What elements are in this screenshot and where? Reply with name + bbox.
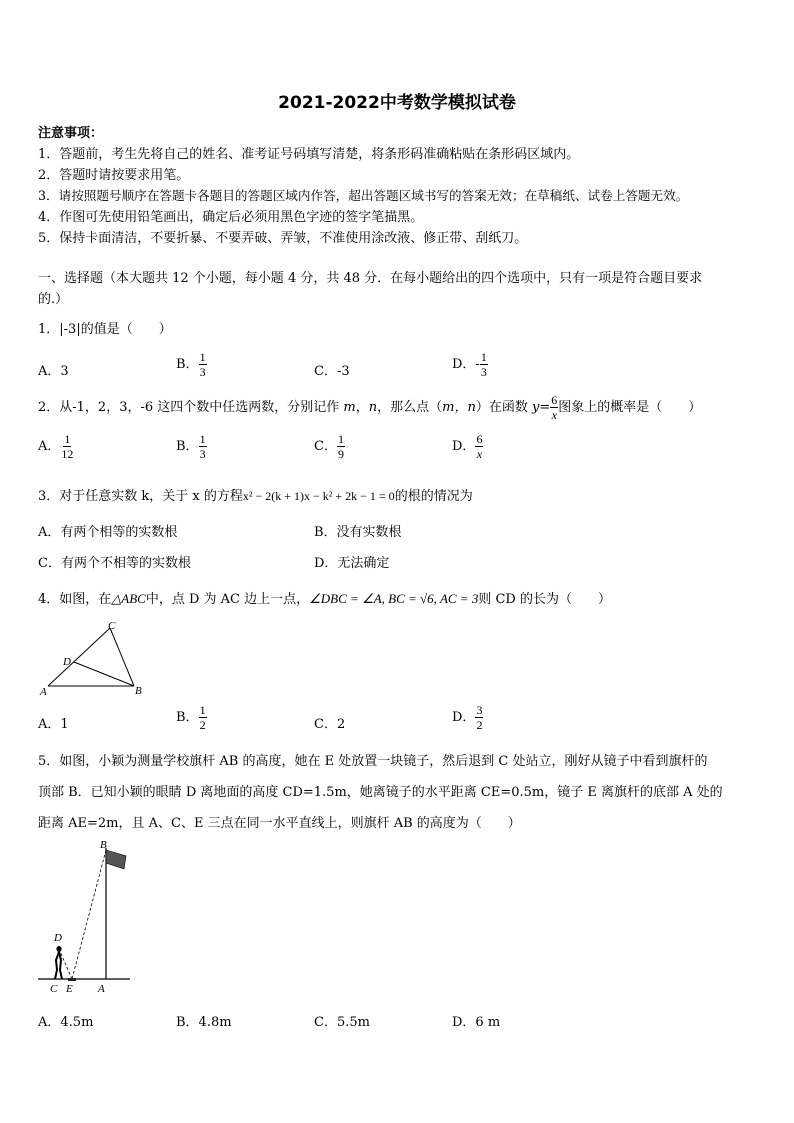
q5-label-a: A bbox=[98, 983, 105, 995]
q4-stem-post: 则 CD 的长为（ ） bbox=[478, 592, 611, 607]
q4-d-label: D． bbox=[452, 710, 476, 725]
q1-option-b bbox=[176, 350, 207, 379]
q3-stem-post: 的根的情况为 bbox=[394, 489, 473, 504]
q2-b-den: 3 bbox=[199, 447, 206, 461]
q2-a-den: 12 bbox=[61, 447, 74, 461]
q3-option-a: A．有两个相等的实数根 bbox=[38, 525, 178, 540]
q5-reflect-line-be bbox=[72, 850, 106, 979]
q2-a-fraction bbox=[60, 432, 74, 461]
q2-fn-num: 6 bbox=[551, 393, 558, 407]
q5-option-c: C．5.5m bbox=[314, 1015, 370, 1030]
q5-flag bbox=[106, 850, 126, 869]
q5-label-b: B bbox=[100, 839, 107, 851]
q4-label-b: B bbox=[135, 685, 142, 697]
q4-label-c: C bbox=[108, 620, 116, 632]
q1-option-c: C．-3 bbox=[314, 364, 350, 379]
q3-option-c: C．有两个不相等的实数根 bbox=[38, 556, 191, 571]
q5-line2: 顶部 B．已知小颖的眼睛 D 离地面的高度 CD=1.5m，她离镜子的水平距离 CE=0.5m，镜子 E 离旗杆的底部 A 处的 bbox=[38, 785, 723, 800]
q1-d-fraction bbox=[480, 350, 488, 379]
q3-option-d: D．无法确定 bbox=[314, 556, 390, 571]
q1-option-a: A．3 bbox=[38, 364, 69, 379]
q2-option-d bbox=[452, 432, 483, 461]
q1-d-label: D．- bbox=[452, 357, 480, 372]
q4-stem bbox=[38, 588, 611, 607]
q4-stem-mid: 中，点 D 为 AC 边上一点， bbox=[145, 592, 310, 607]
q2-d-den: x bbox=[476, 447, 483, 461]
q2-b-fraction bbox=[199, 432, 207, 461]
q2-stem-mid2: ）在函数 bbox=[475, 400, 532, 415]
q2-option-b bbox=[176, 432, 207, 461]
q2-b-label: B． bbox=[176, 439, 199, 454]
q5-person-body bbox=[55, 952, 62, 979]
q4-stem-pre: 4．如图，在 bbox=[38, 592, 112, 607]
notes-title: 注意事项： bbox=[38, 126, 104, 141]
q2-option-c bbox=[314, 432, 345, 461]
q2-n: n bbox=[368, 400, 378, 415]
q4-b-label: B． bbox=[176, 710, 199, 725]
section-heading-line1: 一、选择题（本大题共 12 个小题，每小题 4 分，共 48 分．在每小题给出的四个选项中，只有一项是符合题目要求 bbox=[38, 271, 703, 286]
q4-option-d bbox=[452, 703, 483, 732]
q3-stem-pre: 3．对于任意实数 k，关于 x 的方程 bbox=[38, 489, 243, 504]
q2-option-a bbox=[38, 432, 74, 461]
note-3: 3．请按照题号顺序在答题卡各题目的答题区域内作答，超出答题区域书写的答案无效；在草稿纸、试卷上答题无效。 bbox=[38, 188, 689, 203]
q4-option-c: C．2 bbox=[314, 717, 346, 732]
q4-edge-ac bbox=[48, 628, 110, 686]
note-4: 4．作图可先使用铅笔画出，确定后必须用黑色字迹的签字笔描黑。 bbox=[38, 210, 424, 225]
page-title: 2021-2022中考数学模拟试卷 bbox=[278, 93, 516, 113]
q2-fn-den: x bbox=[551, 408, 557, 422]
q4-b-num: 1 bbox=[199, 703, 206, 717]
q5-flagpole-figure bbox=[38, 836, 138, 996]
q2-stem bbox=[38, 393, 701, 422]
q2-c-label: C． bbox=[314, 439, 337, 454]
q4-d-fraction bbox=[475, 703, 483, 732]
q4-edge-db bbox=[74, 662, 134, 686]
q2-c-den: 9 bbox=[337, 447, 344, 461]
q5-option-d: D．6 m bbox=[452, 1015, 501, 1030]
q5-label-c: C bbox=[50, 983, 58, 995]
q1-stem: 1．|-3|的值是（ ） bbox=[38, 322, 172, 337]
q4-b-den: 2 bbox=[199, 718, 206, 732]
q2-stem-mid: ，那么点（ bbox=[377, 400, 443, 415]
q4-d-den: 2 bbox=[476, 718, 483, 732]
q2-comma: ， bbox=[355, 400, 369, 415]
q4-option-b bbox=[176, 703, 207, 732]
q2-d-num: 6 bbox=[476, 432, 483, 446]
q4-d-num: 3 bbox=[476, 703, 483, 717]
q2-stem-pre: 2．从-1，2，3，-6 这四个数中任选两数，分别记作 bbox=[38, 400, 344, 415]
q4-b-fraction bbox=[199, 703, 207, 732]
q2-a-label: A． bbox=[38, 439, 61, 454]
q2-d-label: D． bbox=[452, 439, 476, 454]
q4-label-a: A bbox=[40, 686, 47, 698]
q4-condition: ∠DBC = ∠A, BC = √6, AC = 3 bbox=[309, 591, 479, 606]
q5-line1: 5．如图，小颖为测量学校旗杆 AB 的高度，她在 E 处放置一块镜子，然后退到 C 处站立，刚好从镜子中看到旗杆的 bbox=[38, 754, 708, 769]
note-5: 5．保持卡面清洁，不要折暴、不要弄破、弄皱，不准使用涂改液、修正带、刮纸刀。 bbox=[38, 231, 528, 246]
q2-eq: = bbox=[539, 400, 551, 415]
q2-point: m，n bbox=[442, 400, 476, 415]
q1-option-d bbox=[452, 350, 488, 379]
q3-stem bbox=[38, 485, 473, 504]
q4-triangle-figure bbox=[38, 616, 153, 700]
q2-b-num: 1 bbox=[199, 432, 206, 446]
q1-b-label: B． bbox=[176, 357, 199, 372]
q5-label-d: D bbox=[54, 932, 62, 944]
q2-c-fraction bbox=[337, 432, 345, 461]
q1-d-num: 1 bbox=[480, 350, 487, 364]
section-heading-line2: 的.） bbox=[38, 292, 69, 307]
q4-edge-cb bbox=[110, 628, 134, 686]
q2-a-num: 1 bbox=[64, 432, 71, 446]
q1-b-den: 3 bbox=[199, 365, 206, 379]
q3-option-b: B．没有实数根 bbox=[314, 525, 402, 540]
q2-y: y bbox=[531, 400, 540, 415]
q3-equation: x² − 2(k + 1)x − k² + 2k − 1 = 0 bbox=[242, 489, 395, 503]
q5-label-e: E bbox=[66, 983, 73, 995]
q5-person-head bbox=[56, 946, 61, 952]
q1-b-fraction bbox=[199, 350, 207, 379]
q5-line3: 距离 AE=2m，且 A、C、E 三点在同一水平直线上，则旗杆 AB 的高度为（ ） bbox=[38, 816, 521, 831]
note-1: 1．答题前，考生先将自己的姓名、准考证号码填写清楚，将条形码准确粘贴在条形码区域内。 bbox=[38, 147, 580, 162]
q5-option-b: B．4.8m bbox=[176, 1015, 232, 1030]
note-2: 2．答题时请按要求用笔。 bbox=[38, 168, 190, 183]
q2-d-fraction bbox=[475, 432, 483, 461]
q2-c-num: 1 bbox=[337, 432, 344, 446]
q5-option-a: A．4.5m bbox=[38, 1015, 94, 1030]
q1-d-den: 3 bbox=[480, 365, 487, 379]
q1-b-num: 1 bbox=[199, 350, 206, 364]
q5-mirror bbox=[68, 978, 76, 981]
q2-stem-post: 图象上的概率是（ ） bbox=[558, 400, 702, 415]
q4-triangle: △ABC bbox=[111, 591, 146, 606]
q4-option-a: A．1 bbox=[38, 717, 69, 732]
q4-label-d: D bbox=[63, 656, 71, 668]
q2-m: m bbox=[343, 400, 356, 415]
